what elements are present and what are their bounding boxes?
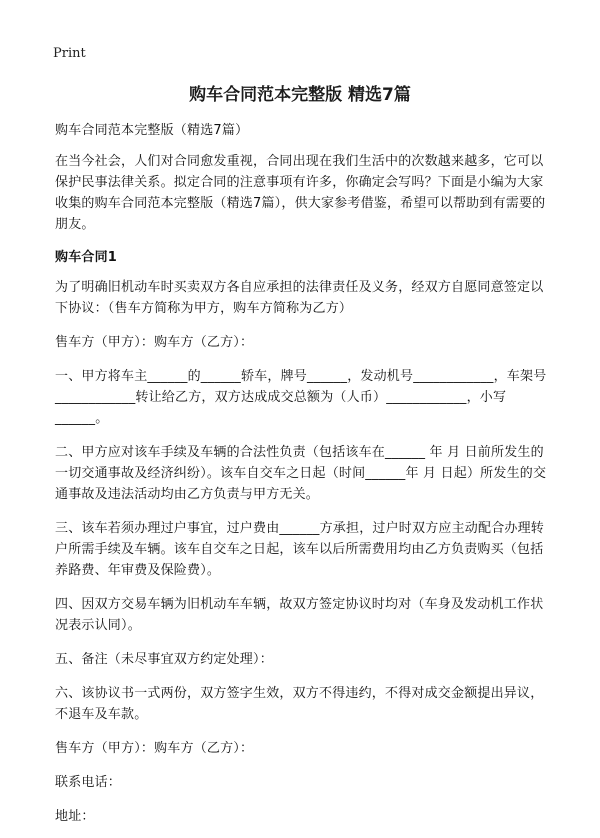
clause-2: 二、甲方应对该车手续及车辆的合法性负责（包括该车在______ 年 月 日前所发生的一切交通事故及经济纠纷）。该车自交车之日起（时间______年 月 日起）所发生的交通事故及违法活动均由乙方负责与甲方无关。 [55,445,547,502]
clause-1: 一、甲方将车主______的______轿车，牌号______，发动机号____________，车架号____________转让给乙方，双方达成成交总额为（人币）____________，小写______。 [55,369,547,426]
clause-5: 五、备注（未尽事宜双方约定处理）： [55,652,273,667]
contact-phone-label: 联系电话： [55,775,122,790]
parties-line: 售车方（甲方）：购车方（乙方）： [55,335,254,350]
address-label: 地址： [55,809,95,824]
document-subtitle: 购车合同范本完整版（精选7篇） [55,123,249,138]
contract-preamble: 为了明确旧机动车时买卖双方各自应承担的法律责任及义务，经双方自愿同意签定以下协议：（售车方简称为甲方，购车方简称为乙方） [55,280,544,316]
document-body [55,120,552,838]
print-link[interactable]: Print [53,46,86,61]
clause-3: 三、该车若须办理过户事宜，过户费由______方承担，过户时双方应主动配合办理转户所需手续及车辆。该车自交车之日起，该车以后所需费用均由乙方负责购买（包括养路费、年审费及保险费）。 [55,521,545,578]
document-title: 购车合同范本完整版 精选7篇 [189,85,411,105]
signature-line: 售车方（甲方）：购车方（乙方）： [55,741,254,756]
intro-paragraph: 在当今社会，人们对合同愈发重视，合同出现在我们生活中的次数越来越多，它可以保护民事法律关系。拟定合同的注意事项有许多，你确定会写吗？下面是小编为大家收集的购车合同范本完整版（精选7篇），供大家参考借鉴，希望可以帮助到有需要的朋友。 [55,154,546,232]
clause-6: 六、该协议书一式两份，双方签字生效，双方不得违约，不得对成交金额提出异议，不退车及车款。 [55,686,544,722]
section-heading: 购车合同1 [55,250,118,265]
clause-4: 四、因双方交易车辆为旧机动车车辆，故双方签定协议时均对（车身及发动机工作状况表示认同）。 [55,597,544,633]
